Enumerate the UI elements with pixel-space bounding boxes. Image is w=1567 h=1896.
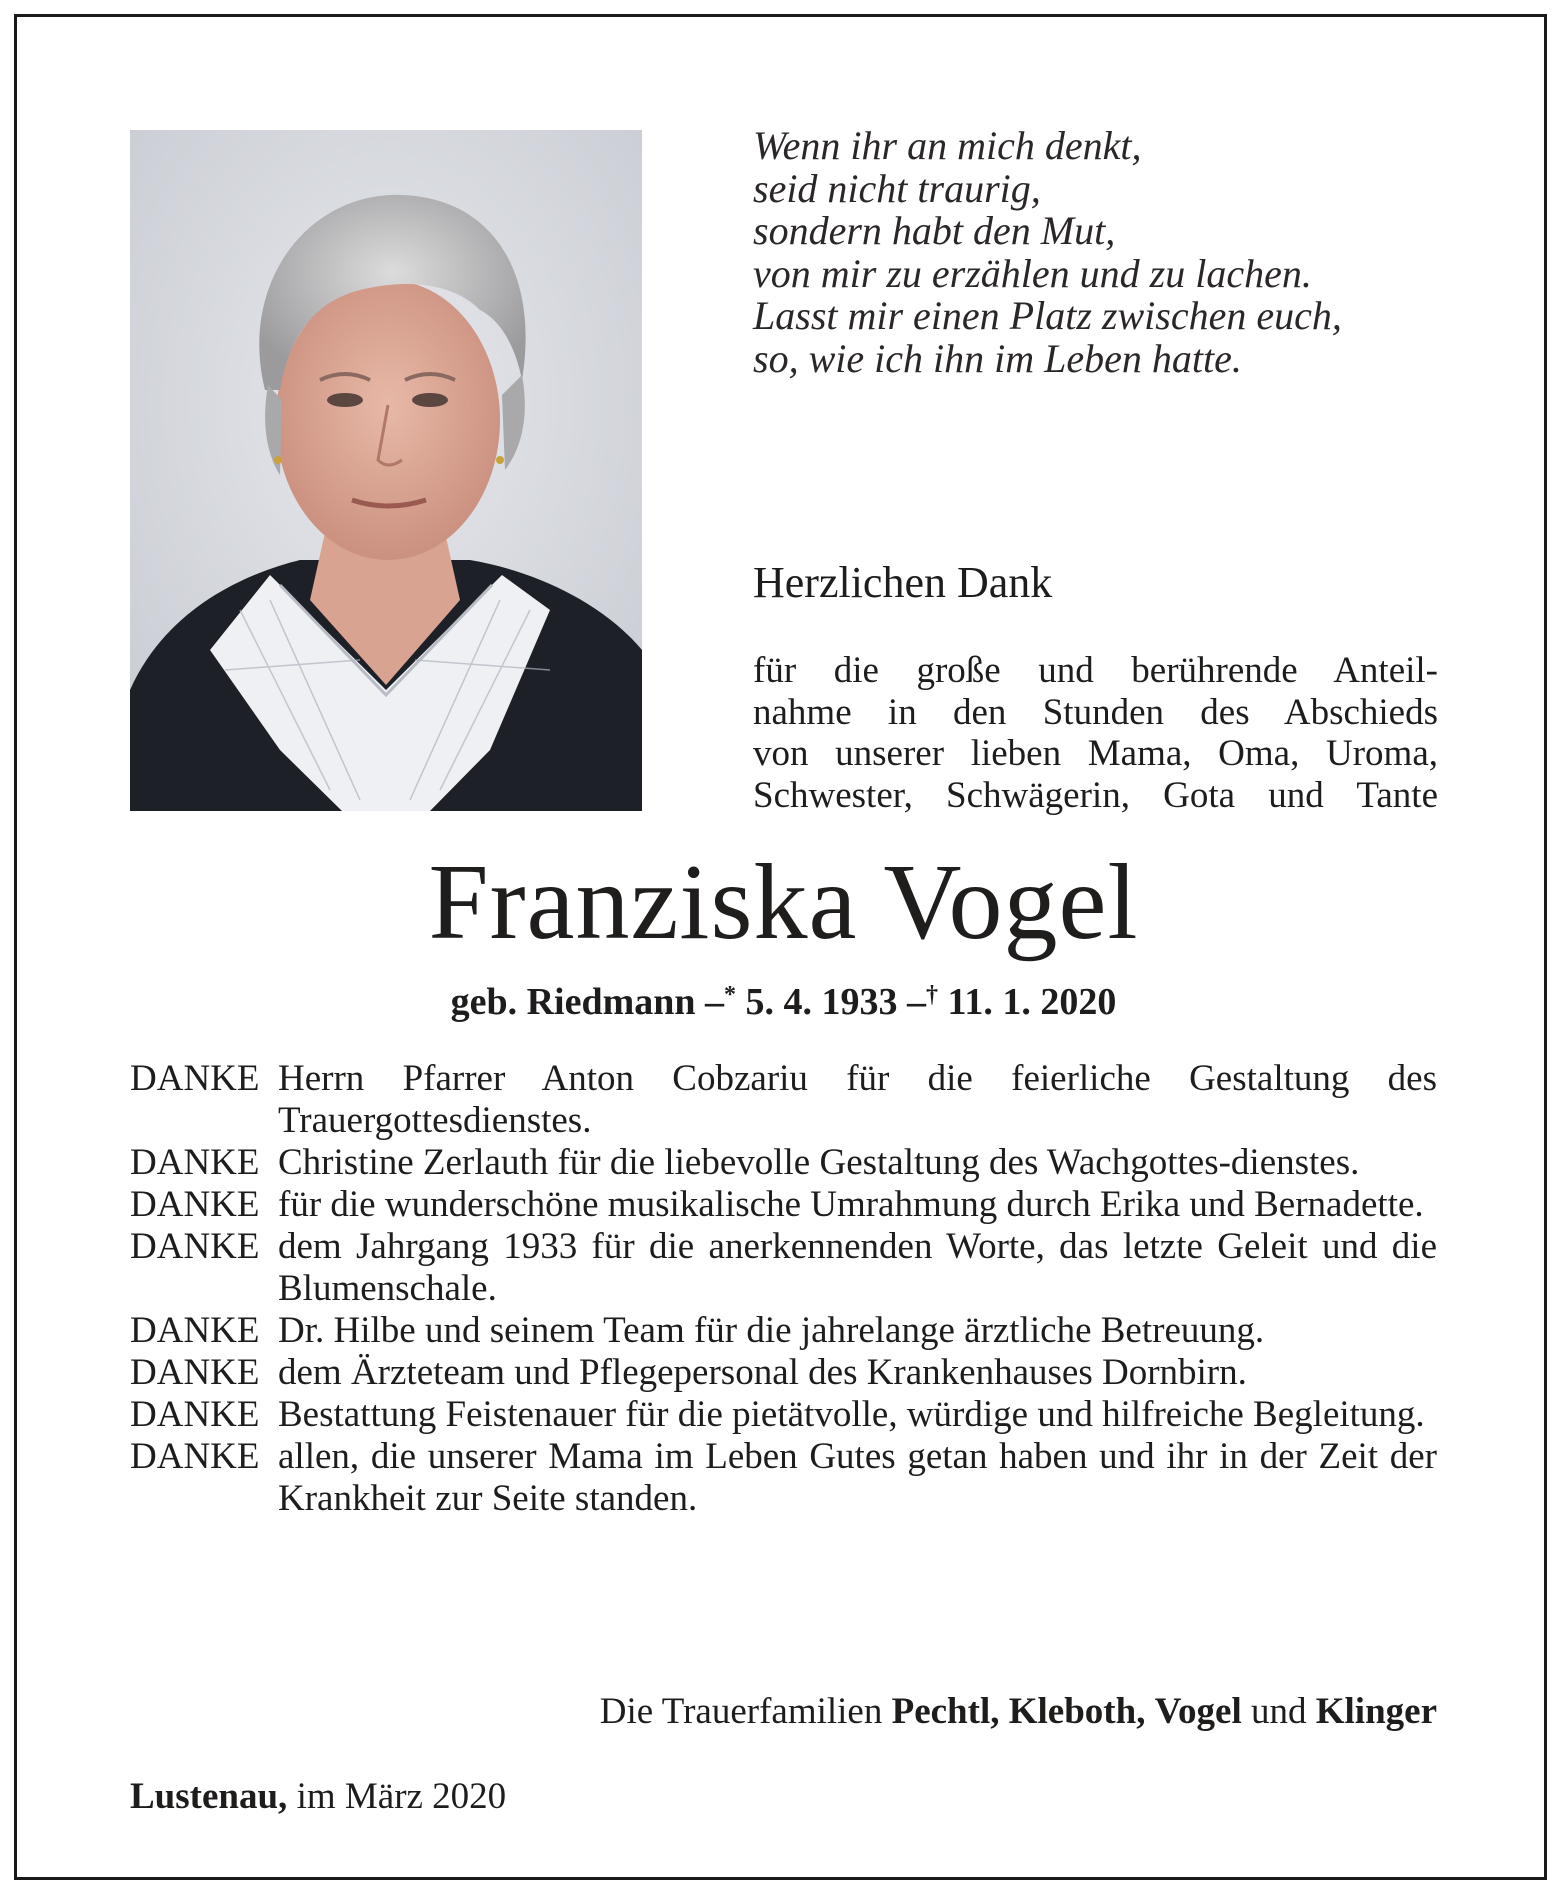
families-conjunction: und bbox=[1250, 1691, 1307, 1732]
danke-text: dem Ärzteteam und Pflegepersonal des Krankenhauses Dornbirn. bbox=[278, 1352, 1247, 1393]
danke-text: Bestattung Feistenauer für die pietätvolle, würdige und hilfreiche Begleitung. bbox=[278, 1394, 1425, 1435]
danke-label: DANKE bbox=[130, 1310, 260, 1351]
family-name: Pechtl, bbox=[891, 1691, 1000, 1732]
portrait-photo bbox=[130, 130, 642, 811]
danke-text: Christine Zerlauth für die liebevolle Gestaltung des Wachgottes-dienstes. bbox=[278, 1142, 1360, 1183]
danke-item bbox=[130, 1142, 1437, 1184]
thanks-line: Schwester, Schwägerin, Gota und Tante bbox=[753, 774, 1438, 816]
danke-text: dem Jahrgang 1933 für die anerkennenden Worte, das letzte Geleit und die Blumenschale. bbox=[278, 1226, 1437, 1309]
mourning-families bbox=[600, 1690, 1437, 1734]
thanks-text bbox=[753, 650, 1438, 816]
poem-line: Wenn ihr an mich denkt, bbox=[753, 123, 1142, 168]
danke-item bbox=[130, 1394, 1437, 1436]
danke-label: DANKE bbox=[130, 1394, 260, 1435]
danke-label: DANKE bbox=[130, 1142, 260, 1183]
family-name: Kleboth, bbox=[1008, 1691, 1146, 1732]
danke-list bbox=[130, 1058, 1437, 1520]
date-separator: – bbox=[907, 981, 926, 1023]
poem-line: sondern habt den Mut, bbox=[753, 208, 1116, 253]
thanks-line: nahme in den Stunden des Abschieds bbox=[753, 691, 1438, 733]
danke-label: DANKE bbox=[130, 1436, 260, 1477]
danke-label: DANKE bbox=[130, 1352, 260, 1393]
danke-label: DANKE bbox=[130, 1058, 260, 1099]
danke-label: DANKE bbox=[130, 1184, 260, 1225]
birth-date: 5. 4. 1933 bbox=[745, 981, 898, 1023]
danke-item bbox=[130, 1310, 1437, 1352]
danke-text: Dr. Hilbe und seinem Team für die jahrelange ärztliche Betreuung. bbox=[278, 1310, 1265, 1351]
memorial-poem bbox=[753, 125, 1453, 380]
danke-item bbox=[130, 1436, 1437, 1520]
family-name: Vogel bbox=[1154, 1691, 1242, 1732]
thanks-heading: Herzlichen Dank bbox=[753, 558, 1053, 607]
date-separator: – bbox=[705, 981, 724, 1023]
place-date: im März 2020 bbox=[296, 1776, 507, 1817]
thanks-line: für die große und berührende Anteil- bbox=[753, 650, 1438, 691]
life-dates bbox=[0, 972, 1567, 1025]
families-prefix: Die Trauerfamilien bbox=[599, 1691, 883, 1732]
poem-line: so, wie ich ihn im Leben hatte. bbox=[753, 335, 1242, 381]
death-date: 11. 1. 2020 bbox=[947, 981, 1117, 1023]
danke-label: DANKE bbox=[130, 1226, 260, 1267]
danke-text: für die wunderschöne musikalische Umrahmung durch Erika und Bernadette. bbox=[278, 1184, 1424, 1225]
danke-text: allen, die unserer Mama im Leben Gutes getan haben und ihr in der Zeit der Krankheit zur Seite standen. bbox=[278, 1436, 1437, 1519]
danke-item bbox=[130, 1184, 1437, 1226]
family-name: Klinger bbox=[1315, 1691, 1437, 1732]
deceased-name: Franziska Vogel bbox=[428, 843, 1139, 962]
danke-text: Herrn Pfarrer Anton Cobzariu für die feierliche Gestaltung des Trauergottesdienstes. bbox=[278, 1058, 1437, 1141]
birth-name: geb. Riedmann bbox=[450, 981, 696, 1023]
poem-line: von mir zu erzählen und zu lachen. bbox=[753, 250, 1312, 296]
death-symbol: † bbox=[926, 982, 938, 1008]
thanks-line: von unserer lieben Mama, Oma, Uroma, bbox=[753, 733, 1438, 774]
place-and-date bbox=[130, 1775, 506, 1819]
danke-item bbox=[130, 1058, 1437, 1142]
poem-line: seid nicht traurig, bbox=[753, 165, 1041, 211]
place-town: Lustenau, bbox=[130, 1776, 288, 1817]
birth-symbol: * bbox=[724, 982, 736, 1008]
danke-item bbox=[130, 1352, 1437, 1394]
poem-line: Lasst mir einen Platz zwischen euch, bbox=[753, 293, 1342, 338]
danke-item bbox=[130, 1226, 1437, 1310]
